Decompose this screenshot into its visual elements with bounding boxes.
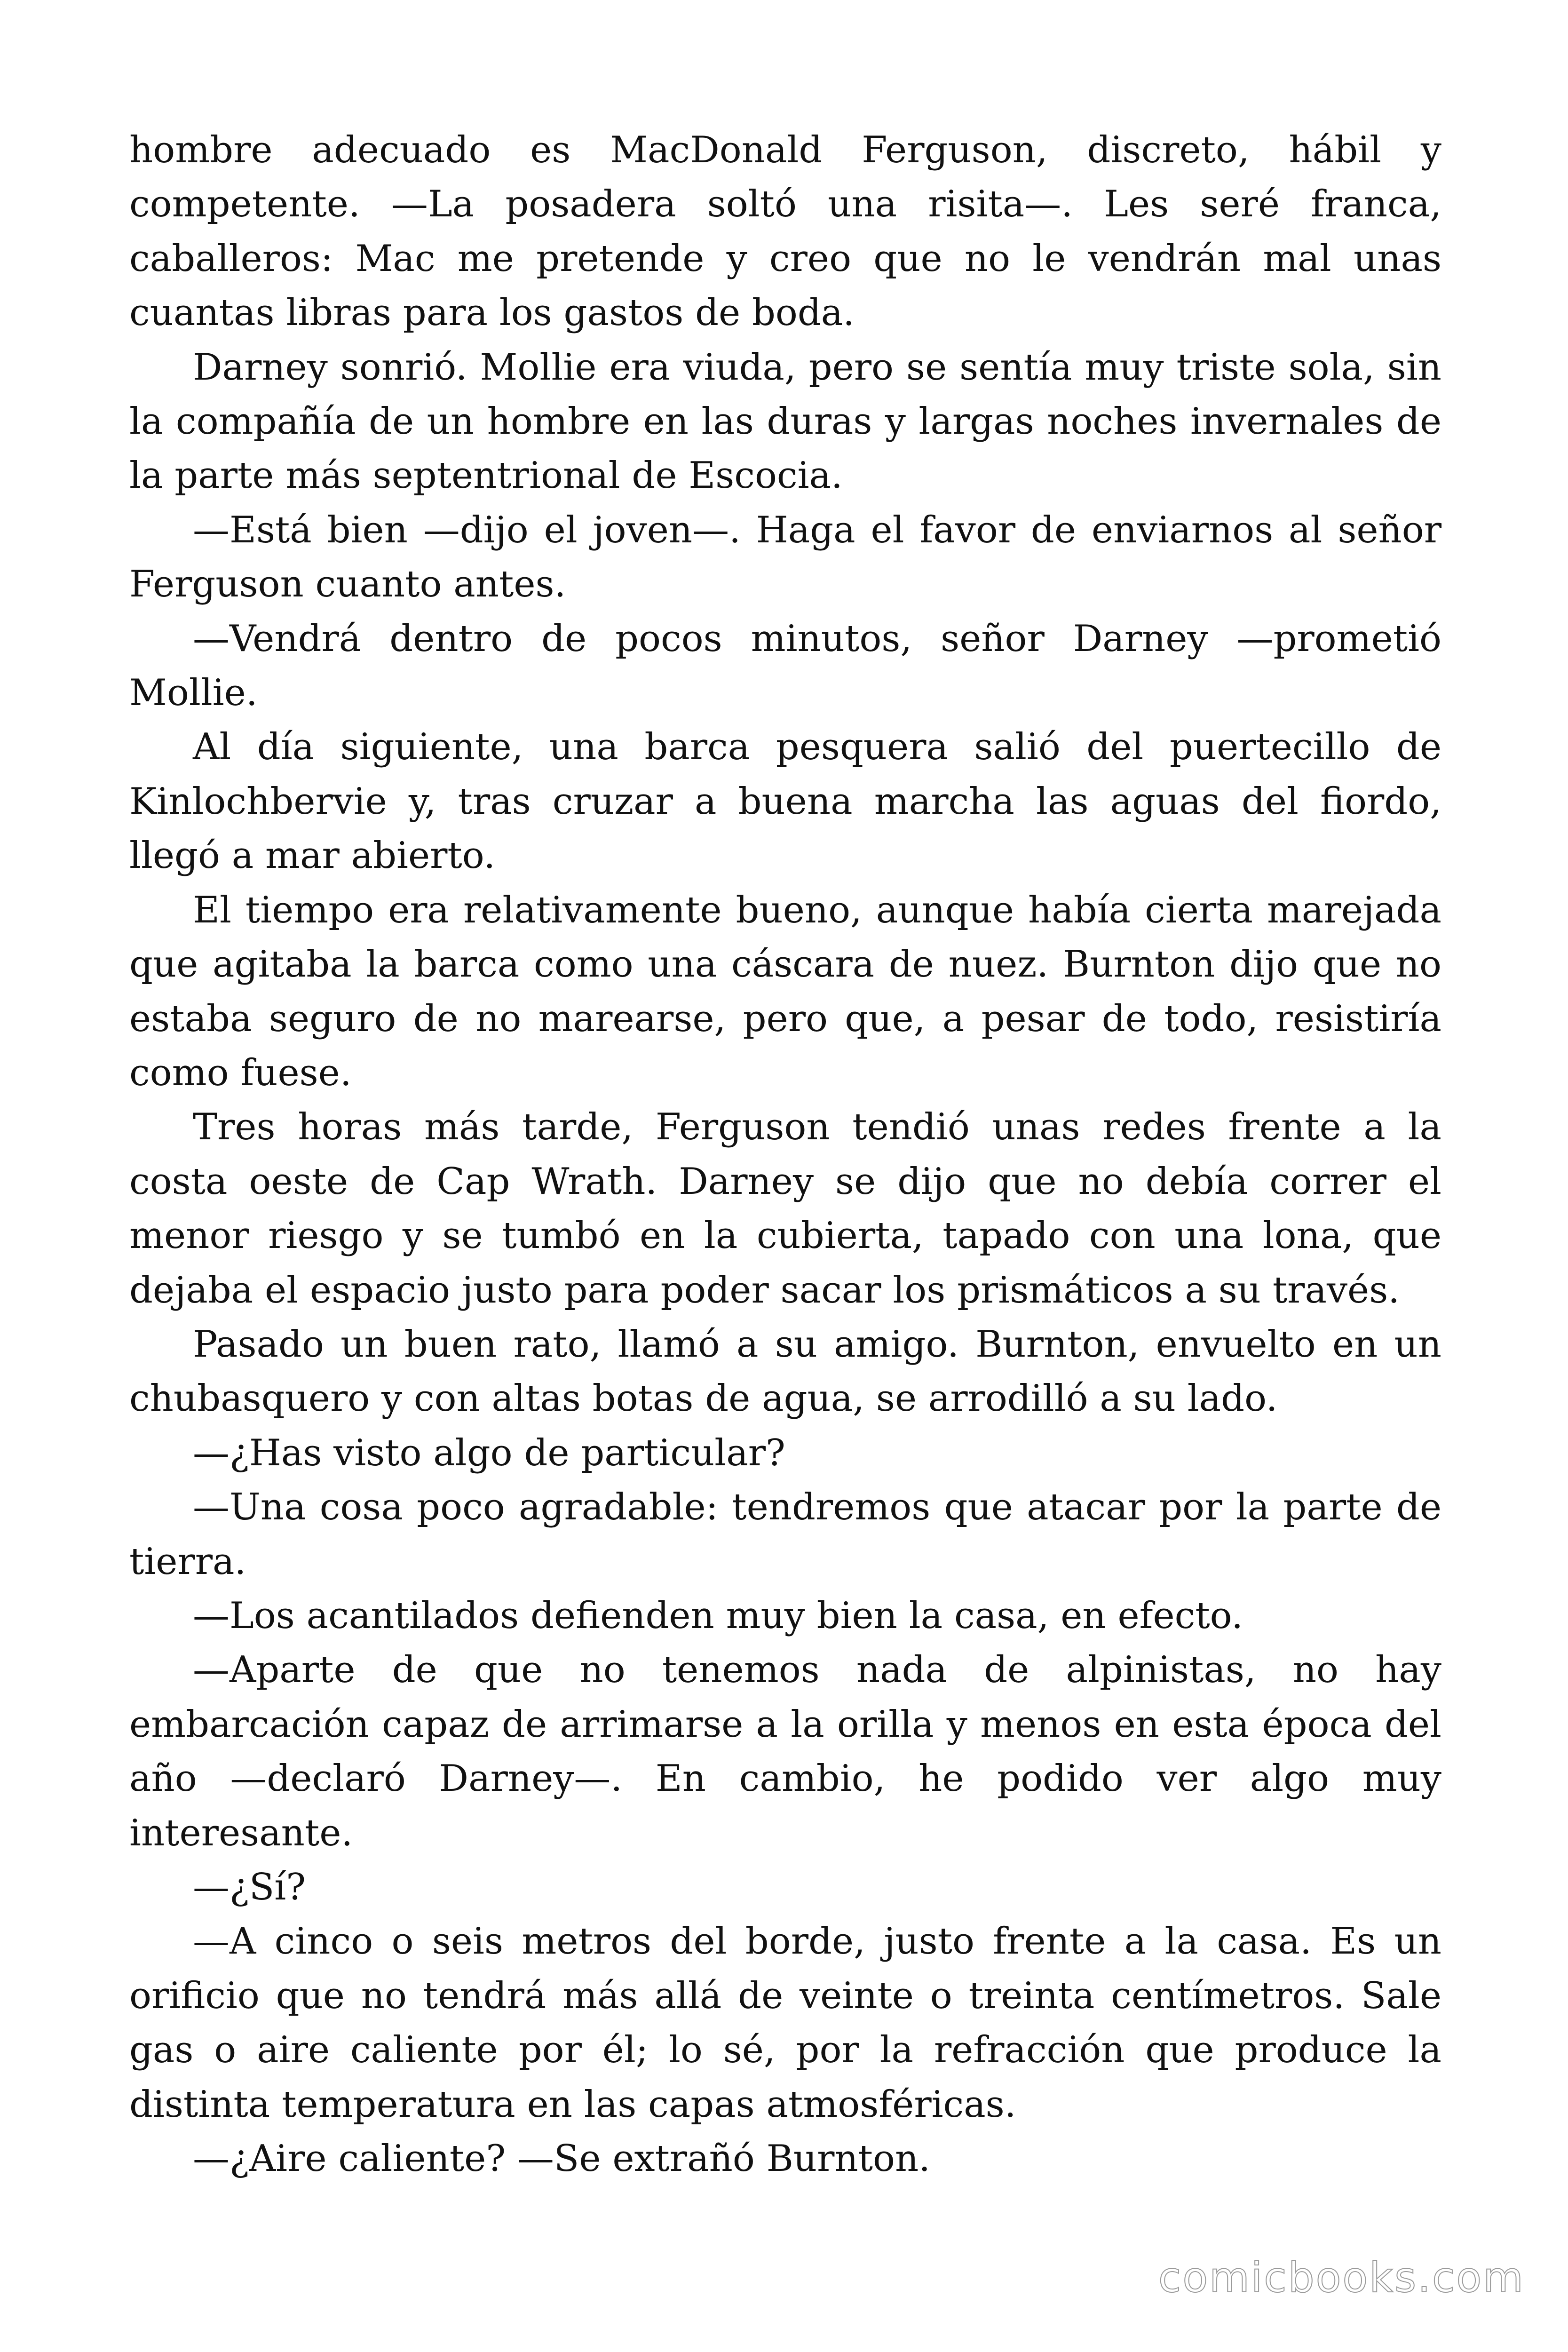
paragraph: Pasado un buen rato, llamó a su amigo. Burnton, envuelto en un chubasquero y con altas botas de agua, se arrodilló a su lado. <box>129 1323 1441 1420</box>
watermark: comicbooks.com <box>1158 2253 1525 2302</box>
paragraph: Darney sonrió. Mollie era viuda, pero se sentía muy triste sola, sin la compañía de un hombre en las duras y largas noches invernales de la parte más septentrional de Escocia. <box>129 346 1441 497</box>
paragraph: —Los acantilados defienden muy bien la casa, en efecto. <box>193 1594 1243 1637</box>
paragraph: El tiempo era relativamente bueno, aunque había cierta marejada que agitaba la barca como una cáscara de nuez. Burnton dijo que no estaba seguro de no marearse, pero que, a pesar de todo, resistiría como fuese. <box>129 889 1441 1094</box>
paragraph: —¿Sí? <box>193 1866 306 1908</box>
body-text <box>129 123 1441 2186</box>
paragraph: —A cinco o seis metros del borde, justo frente a la casa. Es un orificio que no tendrá más allá de veinte o treinta centímetros. Sale gas o aire caliente por él; lo sé, por la refracción que produce la distinta temperatura en las capas atmosféricas. <box>129 1920 1441 2126</box>
paragraph: —Una cosa poco agradable: tendremos que atacar por la parte de tierra. <box>129 1486 1441 1583</box>
paragraph: hombre adecuado es MacDonald Ferguson, discreto, hábil y competente. —La posadera soltó una risita—. Les seré franca, caballeros: Mac me pretende y creo que no le vendrán mal unas cuantas libras para los gastos de boda. <box>129 129 1441 334</box>
paragraph: Al día siguiente, una barca pesquera salió del puertecillo de Kinlochbervie y, tras cruzar a buena marcha las aguas del fiordo, llegó a mar abierto. <box>129 726 1441 877</box>
paragraph: —Vendrá dentro de pocos minutos, señor Darney —prometió Mollie. <box>129 617 1441 715</box>
paragraph: —Aparte de que no tenemos nada de alpinistas, no hay embarcación capaz de arrimarse a la orilla y menos en esta época del año —declaró Darney—. En cambio, he podido ver algo muy interesante. <box>129 1649 1441 1854</box>
paragraph: —¿Aire caliente? —Se extrañó Burnton. <box>193 2137 930 2180</box>
paragraph: —¿Has visto algo de particular? <box>193 1431 785 1474</box>
paragraph: —Está bien —dijo el joven—. Haga el favor de enviarnos al señor Ferguson cuanto antes. <box>129 509 1441 606</box>
paragraph: Tres horas más tarde, Ferguson tendió unas redes frente a la costa oeste de Cap Wrath. Darney se dijo que no debía correr el menor riesgo y se tumbó en la cubierta, tapado con una lona, que dejaba el espacio justo para poder sacar los prismáticos a su través. <box>129 1106 1441 1311</box>
